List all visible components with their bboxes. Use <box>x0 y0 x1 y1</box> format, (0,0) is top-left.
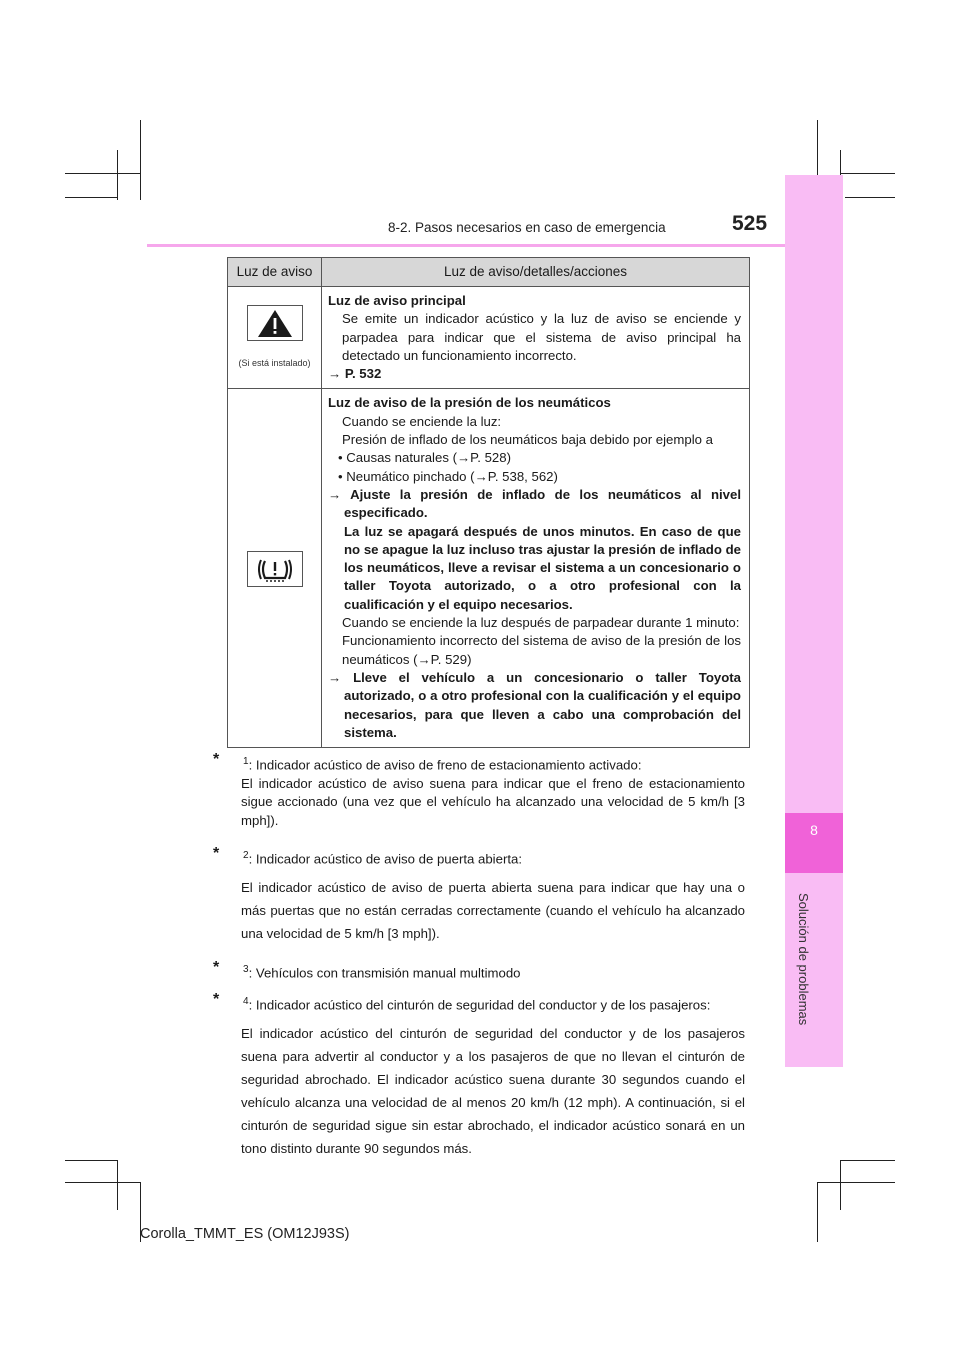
page-reference: → P. 532 <box>328 366 382 382</box>
chapter-number: 8 <box>810 822 818 838</box>
master-warning-triangle-icon <box>247 305 303 341</box>
crop-mark <box>117 1160 118 1210</box>
condition-description: Presión de inflado de los neumáticos baja debido por ejemplo a <box>342 432 713 448</box>
footnote-title: Indicador acústico de aviso de freno de estacionamiento activado: <box>255 757 642 773</box>
footnote-star: * <box>213 990 220 1008</box>
crop-mark <box>840 1160 895 1161</box>
footnote-title: Indicador acústico del cinturón de seguridad del conductor y de los pasajeros: <box>255 997 711 1013</box>
row-title: Luz de aviso de la presión de los neumáticos <box>328 395 611 411</box>
crop-mark <box>817 1182 818 1242</box>
icon-cell <box>228 389 322 748</box>
tire-pressure-warning-icon <box>247 551 303 587</box>
footer-doc-code: Corolla_TMMT_ES (OM12J93S) <box>140 1226 350 1242</box>
crop-mark <box>65 1182 140 1183</box>
condition-description: Funcionamiento incorrecto del sistema de aviso de la presión de los neumáticos (→P. 529) <box>342 633 741 667</box>
list-item: • Neumático pinchado (→P. 538, 562) <box>338 468 558 484</box>
details-cell <box>322 389 750 748</box>
footnote: * $^3$: Vehículos con transmisión manual multimodo <box>217 958 745 984</box>
column-header: Luz de aviso <box>228 258 322 287</box>
footnote: * $^2$: Indicador acústico de aviso de puerta abierta: El indicador acústico de aviso de puerta abierta suena para indicar que hay una o más puertas que no están cerradas correctamente (cuando el vehículo ha alcanzado una velocidad de 5 km/h [3 mph]). <box>217 844 745 945</box>
section-title: 8-2. Pasos necesarios en caso de emergencia <box>388 220 666 235</box>
footnote-text: El indicador acústico de aviso de puerta abierta suena para indicar que hay una o más puertas que no están cerradas correctamente (cuando el vehículo ha alcanzado una velocidad de 5 km/h [3 mph]). <box>241 880 745 942</box>
footnote-title: Indicador acústico de aviso de puerta abierta: <box>255 851 523 867</box>
crop-mark <box>817 1182 895 1183</box>
footnote-star: * <box>213 845 220 863</box>
icon-cell <box>228 287 322 389</box>
action-text: → Lleve el vehículo a un concesionario o taller Toyota autorizado, o a otro profesional con la cualificación y el equipo necesarios, para que lleven a cabo una comprobación del sistema. <box>328 669 741 740</box>
details-cell <box>322 287 750 389</box>
crop-mark <box>845 197 895 198</box>
row-title: Luz de aviso principal <box>328 293 466 308</box>
condition-text: Cuando se enciende la luz: <box>342 413 502 429</box>
footnote-star: * <box>213 751 220 768</box>
page-number: 525 <box>732 212 768 235</box>
footnotes <box>213 751 745 1160</box>
footnote-text: El indicador acústico de aviso suena para indicar que el freno de estacionamiento sigue accionado (una vez que el vehículo ha alcanzado una velocidad de 5 km/h [3 mph]). <box>241 775 745 828</box>
crop-mark <box>65 1160 117 1161</box>
warning-lights-table <box>227 257 750 748</box>
chapter-title: Solución de problemas <box>796 893 811 1026</box>
row-description: Se emite un indicador acústico y la luz de aviso se enciende y parpadea para indicar que el sistema de aviso principal ha detectado un funcionamiento incorrecto. <box>342 311 741 363</box>
column-header: Luz de aviso/detalles/acciones <box>322 258 750 287</box>
if-installed-note: (Si está instalado) <box>238 358 311 369</box>
condition-text: Cuando se enciende la luz después de parpadear durante 1 minuto: <box>342 615 740 631</box>
footnote-star: * <box>213 959 220 977</box>
footnote-text: El indicador acústico del cinturón de seguridad del conductor y de los pasajeros suena para advertir al conductor y a los pasajeros de que no llevan el cinturón de seguridad abrochado. El indicador acústico suena durante 30 segundos cuando el vehículo alcanza una velocidad de al menos 20 km/h (12 mph). A continuación, si el cinturón de seguridad sigue sin estar abrochado, el indicador acústico sonará en un tono distinto durante 90 segundos más. <box>241 1026 745 1157</box>
footnote: * $^1$: Indicador acústico de aviso de freno de estacionamiento activado: El indicador acústico de aviso suena para indicar que el freno de estacionamiento sigue accionado (una vez que el vehículo ha alcanzado una velocidad de 5 km/h [3 mph]). <box>217 753 745 830</box>
crop-mark <box>117 150 118 200</box>
crop-mark <box>840 1160 841 1210</box>
crop-mark <box>840 173 895 174</box>
header-rule <box>147 244 785 247</box>
table-row <box>228 287 750 389</box>
crop-mark <box>140 120 141 200</box>
action-text: → Ajuste la presión de inflado de los neumáticos al nivel especificado. <box>328 486 741 521</box>
table-row <box>228 389 750 748</box>
list-item: • Causas naturales (→P. 528) <box>338 450 511 466</box>
footnote: * $^4$: Indicador acústico del cinturón de seguridad del conductor y de los pasajeros: El indicador acústico del cinturón de seguridad del conductor y de los pasajeros suena para advertir al conductor y a los pasajeros de que no llevan el cinturón de seguridad abrochado. El indicador acústico suena durante 30 segundos cuando el vehículo alcanza una velocidad de al menos 20 km/h (12 mph). A continuación, si el cinturón de seguridad sigue sin estar abrochado, el indicador acústico sonará en un tono distinto durante 90 segundos más. <box>217 990 745 1160</box>
table-header-row <box>228 258 750 287</box>
footnote-title: Vehículos con transmisión manual multimodo <box>255 965 521 981</box>
crop-mark <box>65 197 117 198</box>
crop-mark <box>65 173 140 174</box>
action-note: La luz se apagará después de unos minutos. En caso de que no se apague la luz incluso tras ajustar la presión de inflado de los neumáticos, lleve a revisar el sistema a un concesionario o taller Toyota autorizado, o a otro profesional con la cualificación y el equipo necesarios. <box>344 523 741 612</box>
